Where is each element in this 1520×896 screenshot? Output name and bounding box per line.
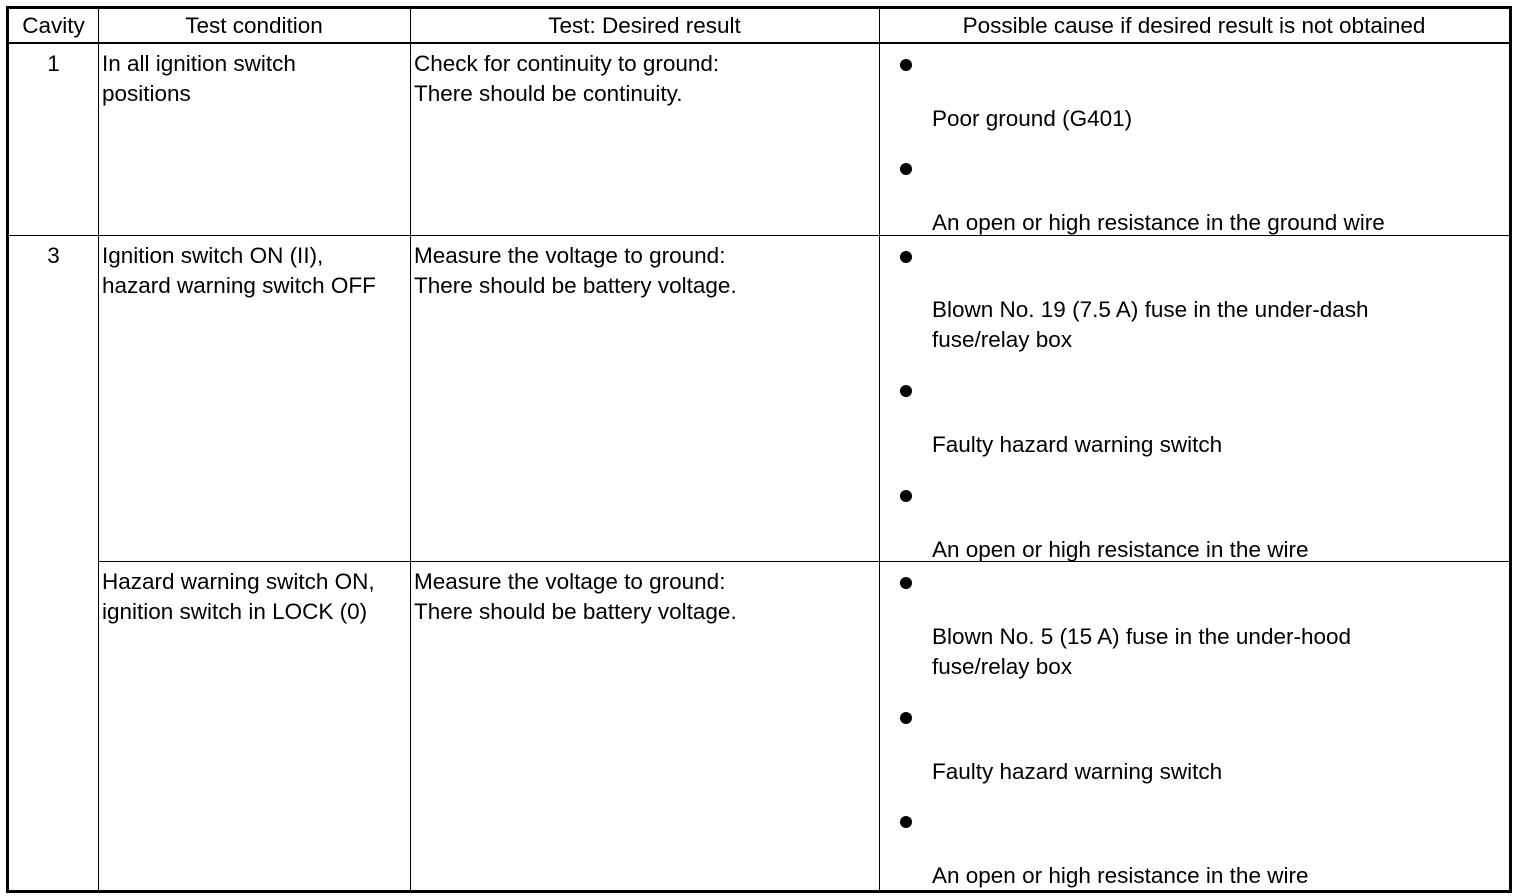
possible-cause: fuse/relay box	[932, 327, 1073, 352]
possible-cause: An open or high resistance in the ground wire	[932, 210, 1385, 235]
possible-cause: Faulty hazard warning switch	[932, 759, 1223, 784]
bullet-icon	[900, 163, 912, 175]
column-divider	[879, 9, 880, 890]
header-cavity: Cavity	[22, 13, 85, 38]
desired-result-line: There should be continuity.	[414, 81, 683, 106]
desired-result-line: Measure the voltage to ground:	[414, 569, 726, 594]
desired-result-line: Check for continuity to ground:	[414, 51, 720, 76]
test-condition-line: In all ignition switch	[102, 51, 296, 76]
possible-cause: Faulty hazard warning switch	[932, 432, 1223, 457]
bullet-icon	[900, 251, 912, 263]
bullet-icon	[900, 816, 912, 828]
test-table	[6, 6, 1512, 893]
cavity-number: 1	[47, 51, 60, 76]
possible-cause: Blown No. 5 (15 A) fuse in the under-hood	[932, 624, 1352, 649]
bullet-icon	[900, 490, 912, 502]
test-condition-line: ignition switch in LOCK (0)	[102, 599, 368, 624]
possible-cause: Poor ground (G401)	[932, 106, 1133, 131]
test-condition-line: Hazard warning switch ON,	[102, 569, 375, 594]
header-divider	[9, 42, 1509, 44]
desired-result-line: There should be battery voltage.	[414, 273, 737, 298]
bullet-icon	[900, 712, 912, 724]
desired-result-line: There should be battery voltage.	[414, 599, 737, 624]
possible-cause: An open or high resistance in the wire	[932, 863, 1309, 888]
possible-cause: fuse/relay box	[932, 654, 1073, 679]
bullet-icon	[900, 385, 912, 397]
test-condition-line: hazard warning switch OFF	[102, 273, 376, 298]
bullet-icon	[900, 59, 912, 71]
column-divider	[98, 9, 99, 890]
possible-cause: Blown No. 19 (7.5 A) fuse in the under-dash	[932, 297, 1369, 322]
possible-cause: An open or high resistance in the wire	[932, 537, 1309, 562]
header-desired-result: Test: Desired result	[548, 13, 741, 38]
bullet-icon	[900, 577, 912, 589]
cavity-number: 3	[47, 243, 60, 268]
header-test-condition: Test condition	[185, 13, 323, 38]
test-condition-line: Ignition switch ON (II),	[102, 243, 324, 268]
test-condition-line: positions	[102, 81, 191, 106]
desired-result-line: Measure the voltage to ground:	[414, 243, 726, 268]
header-possible-cause: Possible cause if desired result is not obtained	[962, 13, 1426, 38]
column-divider	[410, 9, 411, 890]
